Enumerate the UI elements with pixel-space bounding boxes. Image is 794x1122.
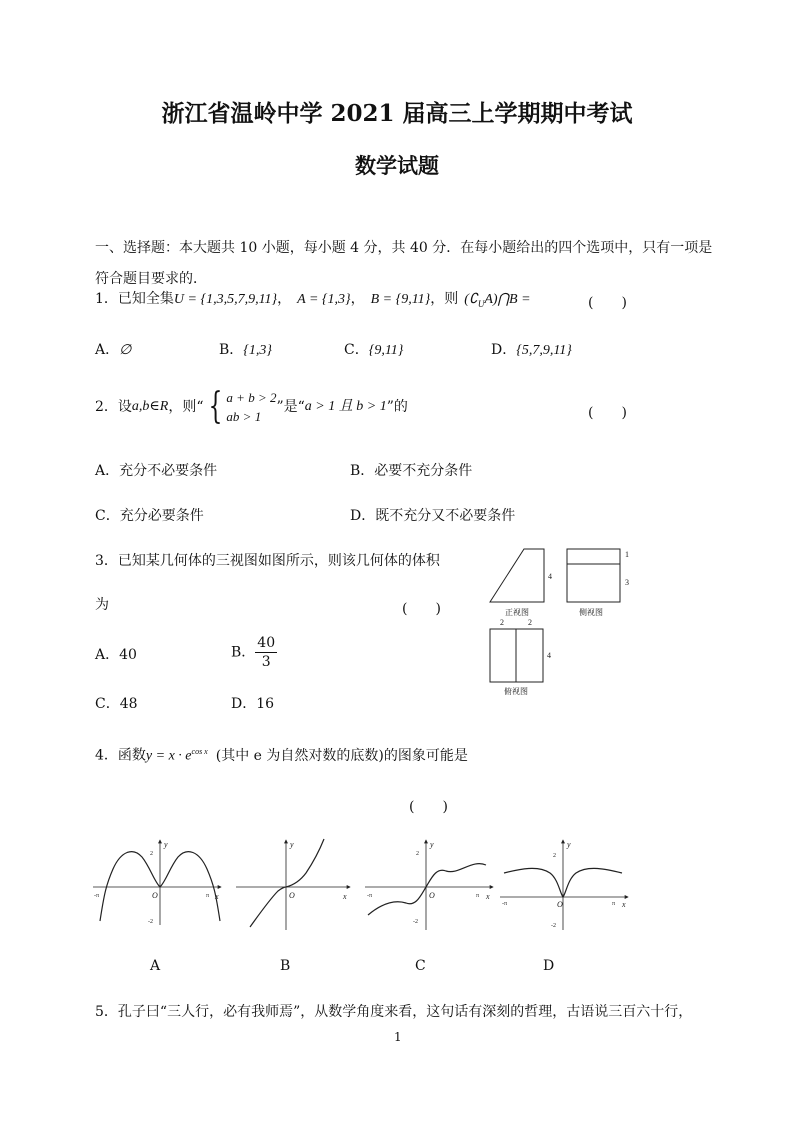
graph-d-label: D bbox=[543, 958, 555, 974]
question-3-option-d[interactable]: D．16 bbox=[231, 696, 275, 712]
side-view-dim-3: 3 bbox=[625, 578, 629, 587]
exam-subtitle: 数学试题 bbox=[355, 153, 439, 178]
section-instructions-line1: 一、选择题：本大题共 10 小题，每小题 4 分，共 40 分．在每小题给出的四个选项中，只有一项是 bbox=[95, 240, 713, 256]
top-view-dim-2a: 2 bbox=[500, 618, 504, 627]
front-view-label: 正视图 bbox=[505, 608, 529, 617]
question-2-answer-bracket: ( ) bbox=[588, 405, 627, 421]
svg-text:-2: -2 bbox=[148, 919, 153, 925]
question-1-answer-bracket: ( ) bbox=[588, 295, 627, 311]
exam-title: 浙江省温岭中学 2021 届高三上学期期中考试 bbox=[161, 100, 633, 127]
question-1-stem: 1．已知全集U = {1,3,5,7,9,11}， A = {1,3}， B = {9,11}，则 $(∁_UA)⋂B$ = bbox=[95, 291, 531, 309]
condition-system: a + b > 2 ab > 1 bbox=[226, 390, 277, 424]
question-3-stem-line1: 3．已知某几何体的三视图如图所示，则该几何体的体积 bbox=[95, 553, 440, 569]
svg-text:2: 2 bbox=[150, 851, 153, 857]
graph-a bbox=[93, 840, 221, 925]
question-3-stem-line2: 为 bbox=[95, 597, 109, 613]
top-view-label: 俯视图 bbox=[504, 687, 528, 696]
front-view-shape bbox=[490, 549, 544, 602]
svg-text:O: O bbox=[557, 900, 563, 909]
svg-text:O: O bbox=[429, 891, 435, 900]
svg-text:π: π bbox=[612, 901, 616, 907]
page-number: 1 bbox=[394, 1030, 402, 1044]
question-3-option-a[interactable]: A．40 bbox=[95, 647, 137, 663]
question-2-option-a[interactable]: A．充分不必要条件 bbox=[95, 463, 218, 479]
question-3-option-c[interactable]: C．48 bbox=[95, 696, 138, 712]
graph-c-label: C bbox=[415, 958, 426, 974]
question-5-stem-line1: 5．孔子曰“三人行，必有我师焉”，从数学角度来看，这句话有深刻的哲理，古语说三百六十行， bbox=[95, 1004, 693, 1020]
svg-text:y: y bbox=[164, 840, 168, 849]
question-4-answer-bracket: ( ) bbox=[409, 799, 448, 815]
question-1-option-d[interactable]: D．{5,7,9,11} bbox=[491, 342, 572, 358]
question-3-option-b[interactable]: B． $\frac{40}{3}$ bbox=[231, 635, 276, 670]
svg-text:2: 2 bbox=[416, 851, 419, 857]
question-4-stem: 4．函数$y = x \cdot e^{cos x}$ (其中 e 为自然对数的底数)的图象可能是 bbox=[95, 747, 468, 764]
svg-text:y: y bbox=[430, 840, 434, 849]
svg-text:O: O bbox=[289, 891, 295, 900]
svg-text:π: π bbox=[476, 893, 480, 899]
three-view-figure bbox=[480, 545, 640, 697]
svg-text:x: x bbox=[486, 892, 490, 901]
svg-text:y: y bbox=[290, 840, 294, 849]
svg-text:x: x bbox=[343, 892, 347, 901]
svg-text:y: y bbox=[567, 840, 571, 849]
question-2-stem: 2．设a,b∈R，则“ { a + b > 2 ab > 1 ”是“a > 1 且 b > 1”的 bbox=[95, 386, 408, 427]
top-view-dim-4: 4 bbox=[547, 651, 551, 660]
svg-text:x: x bbox=[622, 900, 626, 909]
svg-text:-π: -π bbox=[94, 893, 100, 899]
question-1-option-c[interactable]: C．{9,11} bbox=[344, 342, 404, 358]
graph-b bbox=[236, 839, 350, 930]
svg-text:-π: -π bbox=[367, 893, 373, 899]
question-2-option-d[interactable]: D．既不充分又不必要条件 bbox=[350, 508, 516, 524]
graph-b-curve bbox=[250, 839, 324, 927]
function-graphs bbox=[88, 835, 633, 935]
question-3-answer-bracket: ( ) bbox=[402, 601, 441, 617]
question-1-option-a[interactable]: A．∅ bbox=[95, 342, 132, 358]
question-2-option-b[interactable]: B．必要不充分条件 bbox=[350, 463, 473, 479]
graph-d-labels bbox=[502, 840, 626, 929]
system-brace: { bbox=[208, 386, 222, 427]
section-instructions-line2: 符合题目要求的． bbox=[95, 271, 207, 287]
graph-c-curve bbox=[368, 864, 486, 915]
graph-c bbox=[365, 840, 493, 930]
svg-text:2: 2 bbox=[553, 853, 556, 859]
side-view-label: 侧视图 bbox=[579, 608, 603, 617]
side-view-shape bbox=[567, 549, 620, 602]
svg-text:-2: -2 bbox=[551, 923, 556, 929]
svg-text:O: O bbox=[152, 891, 158, 900]
svg-text:π: π bbox=[206, 893, 210, 899]
side-view-dim-1: 1 bbox=[625, 550, 629, 559]
question-1-option-b[interactable]: B．{1,3} bbox=[219, 342, 272, 358]
svg-text:-π: -π bbox=[502, 901, 508, 907]
graph-b-label: B bbox=[280, 958, 291, 974]
front-view-dim-4: 4 bbox=[548, 572, 552, 581]
graph-b-labels bbox=[289, 840, 347, 901]
graph-a-label: A bbox=[150, 958, 161, 974]
svg-text:x: x bbox=[215, 892, 219, 901]
top-view-dim-2b: 2 bbox=[528, 618, 532, 627]
question-2-option-c[interactable]: C．充分必要条件 bbox=[95, 508, 204, 524]
svg-text:-2: -2 bbox=[413, 919, 418, 925]
graph-d bbox=[500, 840, 628, 930]
